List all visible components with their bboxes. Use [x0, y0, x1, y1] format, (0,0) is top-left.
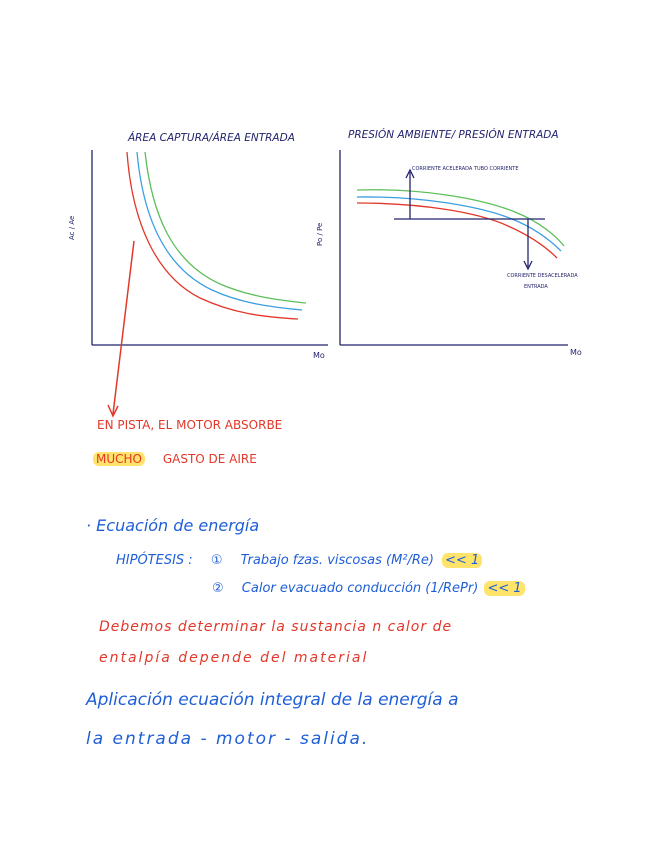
- right-chart-ylabel: Po / Pe: [316, 222, 324, 246]
- hypothesis-1-number: ①: [210, 553, 223, 568]
- left-chart-xlabel: Mo: [313, 351, 325, 360]
- hypothesis-1-tag: << 1: [442, 553, 482, 568]
- left-curve-red: [127, 152, 298, 319]
- left-curve-blue: [137, 152, 302, 310]
- decelerated-annotation-line2: ENTRADA: [524, 284, 548, 290]
- left-chart-title: ÁREA CAPTURA/ÁREA ENTRADA: [128, 132, 295, 144]
- hypothesis-row-1: [116, 554, 482, 567]
- hypothesis-label: HIPÓTESIS :: [116, 553, 193, 568]
- decelerated-annotation-line1: CORRIENTE DESACELERADA: [507, 273, 578, 279]
- left-curve-green: [145, 152, 306, 303]
- blue-note-line-1: Aplicación ecuación integral de la energía a: [86, 690, 459, 710]
- right-curve-blue: [357, 197, 561, 251]
- hypothesis-2-tag: << 1: [484, 581, 524, 596]
- right-chart-title: PRESIÓN AMBIENTE/ PRESIÓN ENTRADA: [348, 129, 559, 141]
- right-chart-xlabel: Mo: [570, 348, 582, 357]
- left-chart-ylabel: Ac / Ae: [68, 215, 76, 240]
- red-note-line-2: entalpía depende del material: [99, 650, 369, 666]
- mucho-highlight: MUCHO: [93, 452, 145, 466]
- blue-note-line-2: la entrada - motor - salida.: [86, 729, 370, 749]
- red-note-line-1: Debemos determinar la sustancia n calor de: [99, 619, 453, 635]
- pista-line-2: [93, 453, 257, 465]
- pista-line-1: EN PISTA, EL MOTOR ABSORBE: [97, 418, 283, 432]
- red-pointer-arrow-shaft: [113, 241, 134, 414]
- right-curve-green: [357, 190, 564, 246]
- energy-heading: · Ecuación de energía: [86, 516, 260, 535]
- hypothesis-1-text: Trabajo fzas. viscosas (M²/Re): [240, 553, 434, 568]
- hypothesis-2-text: Calor evacuado conducción (1/RePr): [241, 581, 479, 596]
- accelerated-annotation: CORRIENTE ACELERADA TUBO CORRIENTE: [412, 166, 519, 172]
- right-curve-red: [357, 203, 557, 258]
- hypothesis-2-number: ②: [212, 581, 224, 596]
- hypothesis-row-2: [212, 582, 525, 595]
- pista-line-2-rest: GASTO DE AIRE: [162, 452, 257, 466]
